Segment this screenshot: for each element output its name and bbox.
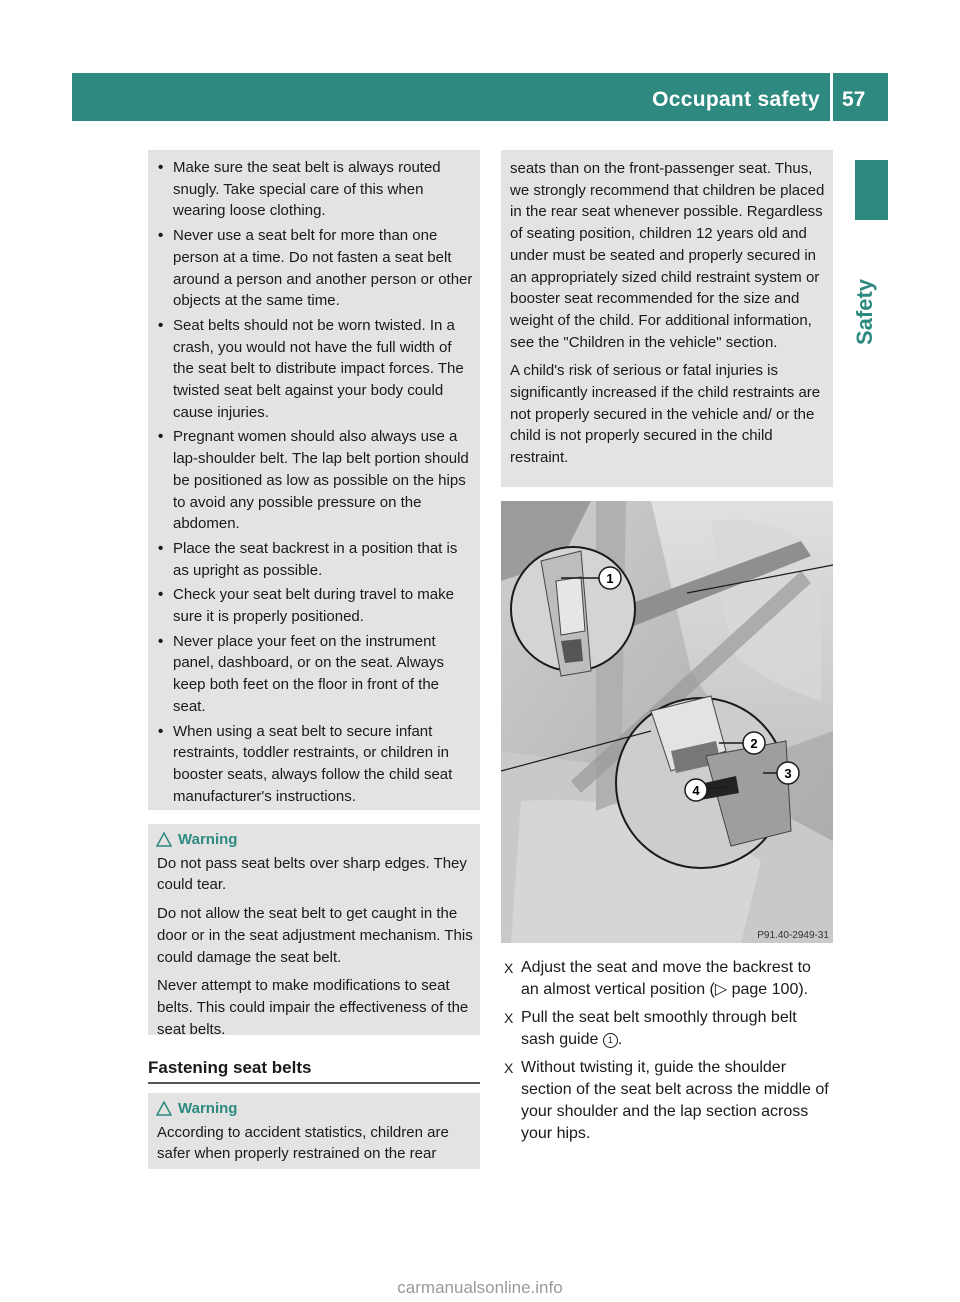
callout-3 <box>777 762 799 784</box>
bullet-item: • When using a seat belt to secure infant restraints, toddler restraints, or children in booster seats, always follow the child seat manufacturer's instructions. <box>156 721 474 808</box>
page-number: 57 <box>842 88 866 111</box>
safety-bullets-box <box>148 150 480 810</box>
warning-box-children <box>148 1093 480 1169</box>
warning-paragraph: Do not pass seat belts over sharp edges. They could tear. <box>157 854 467 894</box>
side-tab-label-container <box>852 225 892 345</box>
warning-paragraph: A child's risk of serious or fatal injuries is significantly increased if the child restraints are not properly secured in the vehicle and/ or the child is not properly secured in the child restraint. <box>510 362 821 467</box>
warning-paragraph: According to accident statistics, children are safer when properly restrained on the rear <box>157 1123 449 1163</box>
callout-4 <box>685 779 707 801</box>
bullet-item: • Make sure the seat belt is always routed snugly. Take special care of this when wearing loose clothing. <box>156 157 474 222</box>
seat-belt-illustration <box>501 501 833 943</box>
bullet-item: • Seat belts should not be worn twisted. In a crash, you would not have the full width of the seat belt to distribute impact forces. The twisted seat belt against your body could cause injuries. <box>156 315 474 424</box>
side-tab-marker <box>855 160 888 220</box>
warning-heading-label: Warning <box>178 1100 238 1117</box>
warning-paragraph: seats than on the front-passenger seat. Thus, we strongly recommend that children be placed in the rear seat whenever possible. Regardless of seating position, children 12 years old and under must be seated and properly secured in an appropriately sized child restraint system or booster seat recommended for the size and weight of the child. For additional information, see the "Children in the vehicle" section. <box>510 160 825 351</box>
section-heading: Fastening seat belts <box>148 1058 312 1077</box>
step-text-end: . <box>617 1031 623 1048</box>
warning-triangle-icon <box>156 832 172 847</box>
warning-paragraph: Never attempt to make modifications to seat belts. This could impair the effectiveness of the seat belts. <box>157 977 469 1038</box>
warning-continuation-box <box>501 150 833 487</box>
callout-2-label: 2 <box>750 736 758 751</box>
seat-belt-diagram <box>501 501 833 943</box>
bullet-item: • Place the seat backrest in a position that is as upright as possible. <box>156 538 474 581</box>
header-divider <box>830 73 833 121</box>
callout-2 <box>743 732 765 754</box>
figure-code: P91.40-2949-31 <box>757 930 829 941</box>
callout-1-label: 1 <box>606 571 614 586</box>
instruction-step: X Adjust the seat and move the backrest to an almost vertical position (▷ page 100). <box>501 957 833 1001</box>
warning-heading-label: Warning <box>178 831 238 848</box>
instruction-step: X Without twisting it, guide the shoulder section of the seat belt across the middle of your shoulder and the lap section across your hips. <box>501 1057 833 1145</box>
callout-ref-1: 1 <box>603 1033 618 1048</box>
step-text: Pull the seat belt smoothly through belt sash guide <box>521 1009 797 1048</box>
callout-3-label: 3 <box>784 766 792 781</box>
warning-paragraph: Do not allow the seat belt to get caught in the door or in the seat adjustment mechanism. This could damage the seat belt. <box>157 905 473 966</box>
warning-heading <box>148 824 480 851</box>
bullet-item: • Pregnant women should also always use a lap-shoulder belt. The lap belt portion should be positioned as low as possible on the hips to avoid any possible pressure on the abdomen. <box>156 426 474 535</box>
warning-heading <box>148 1093 480 1120</box>
watermark: carmanualsonline.info <box>397 1278 563 1297</box>
section-header-title: Occupant safety <box>652 88 820 111</box>
warning-box-sharp-edges <box>148 824 480 1038</box>
section-rule <box>148 1082 480 1084</box>
bullet-item: • Never use a seat belt for more than one person at a time. Do not fasten a seat belt around a person and another person or other objects at the same time. <box>156 225 474 312</box>
warning-triangle-icon <box>156 1101 172 1116</box>
callout-1 <box>599 567 621 589</box>
bullet-item: • Never place your feet on the instrument panel, dashboard, or on the seat. Always keep both feet on the floor in front of the seat. <box>156 631 474 718</box>
bullet-item: • Check your seat belt during travel to make sure it is properly positioned. <box>156 584 474 627</box>
instruction-step <box>501 1007 833 1051</box>
instruction-steps <box>501 957 833 1151</box>
side-tab-label: Safety <box>852 278 877 345</box>
callout-4-label: 4 <box>692 783 700 798</box>
safety-bullet-list <box>148 150 480 807</box>
